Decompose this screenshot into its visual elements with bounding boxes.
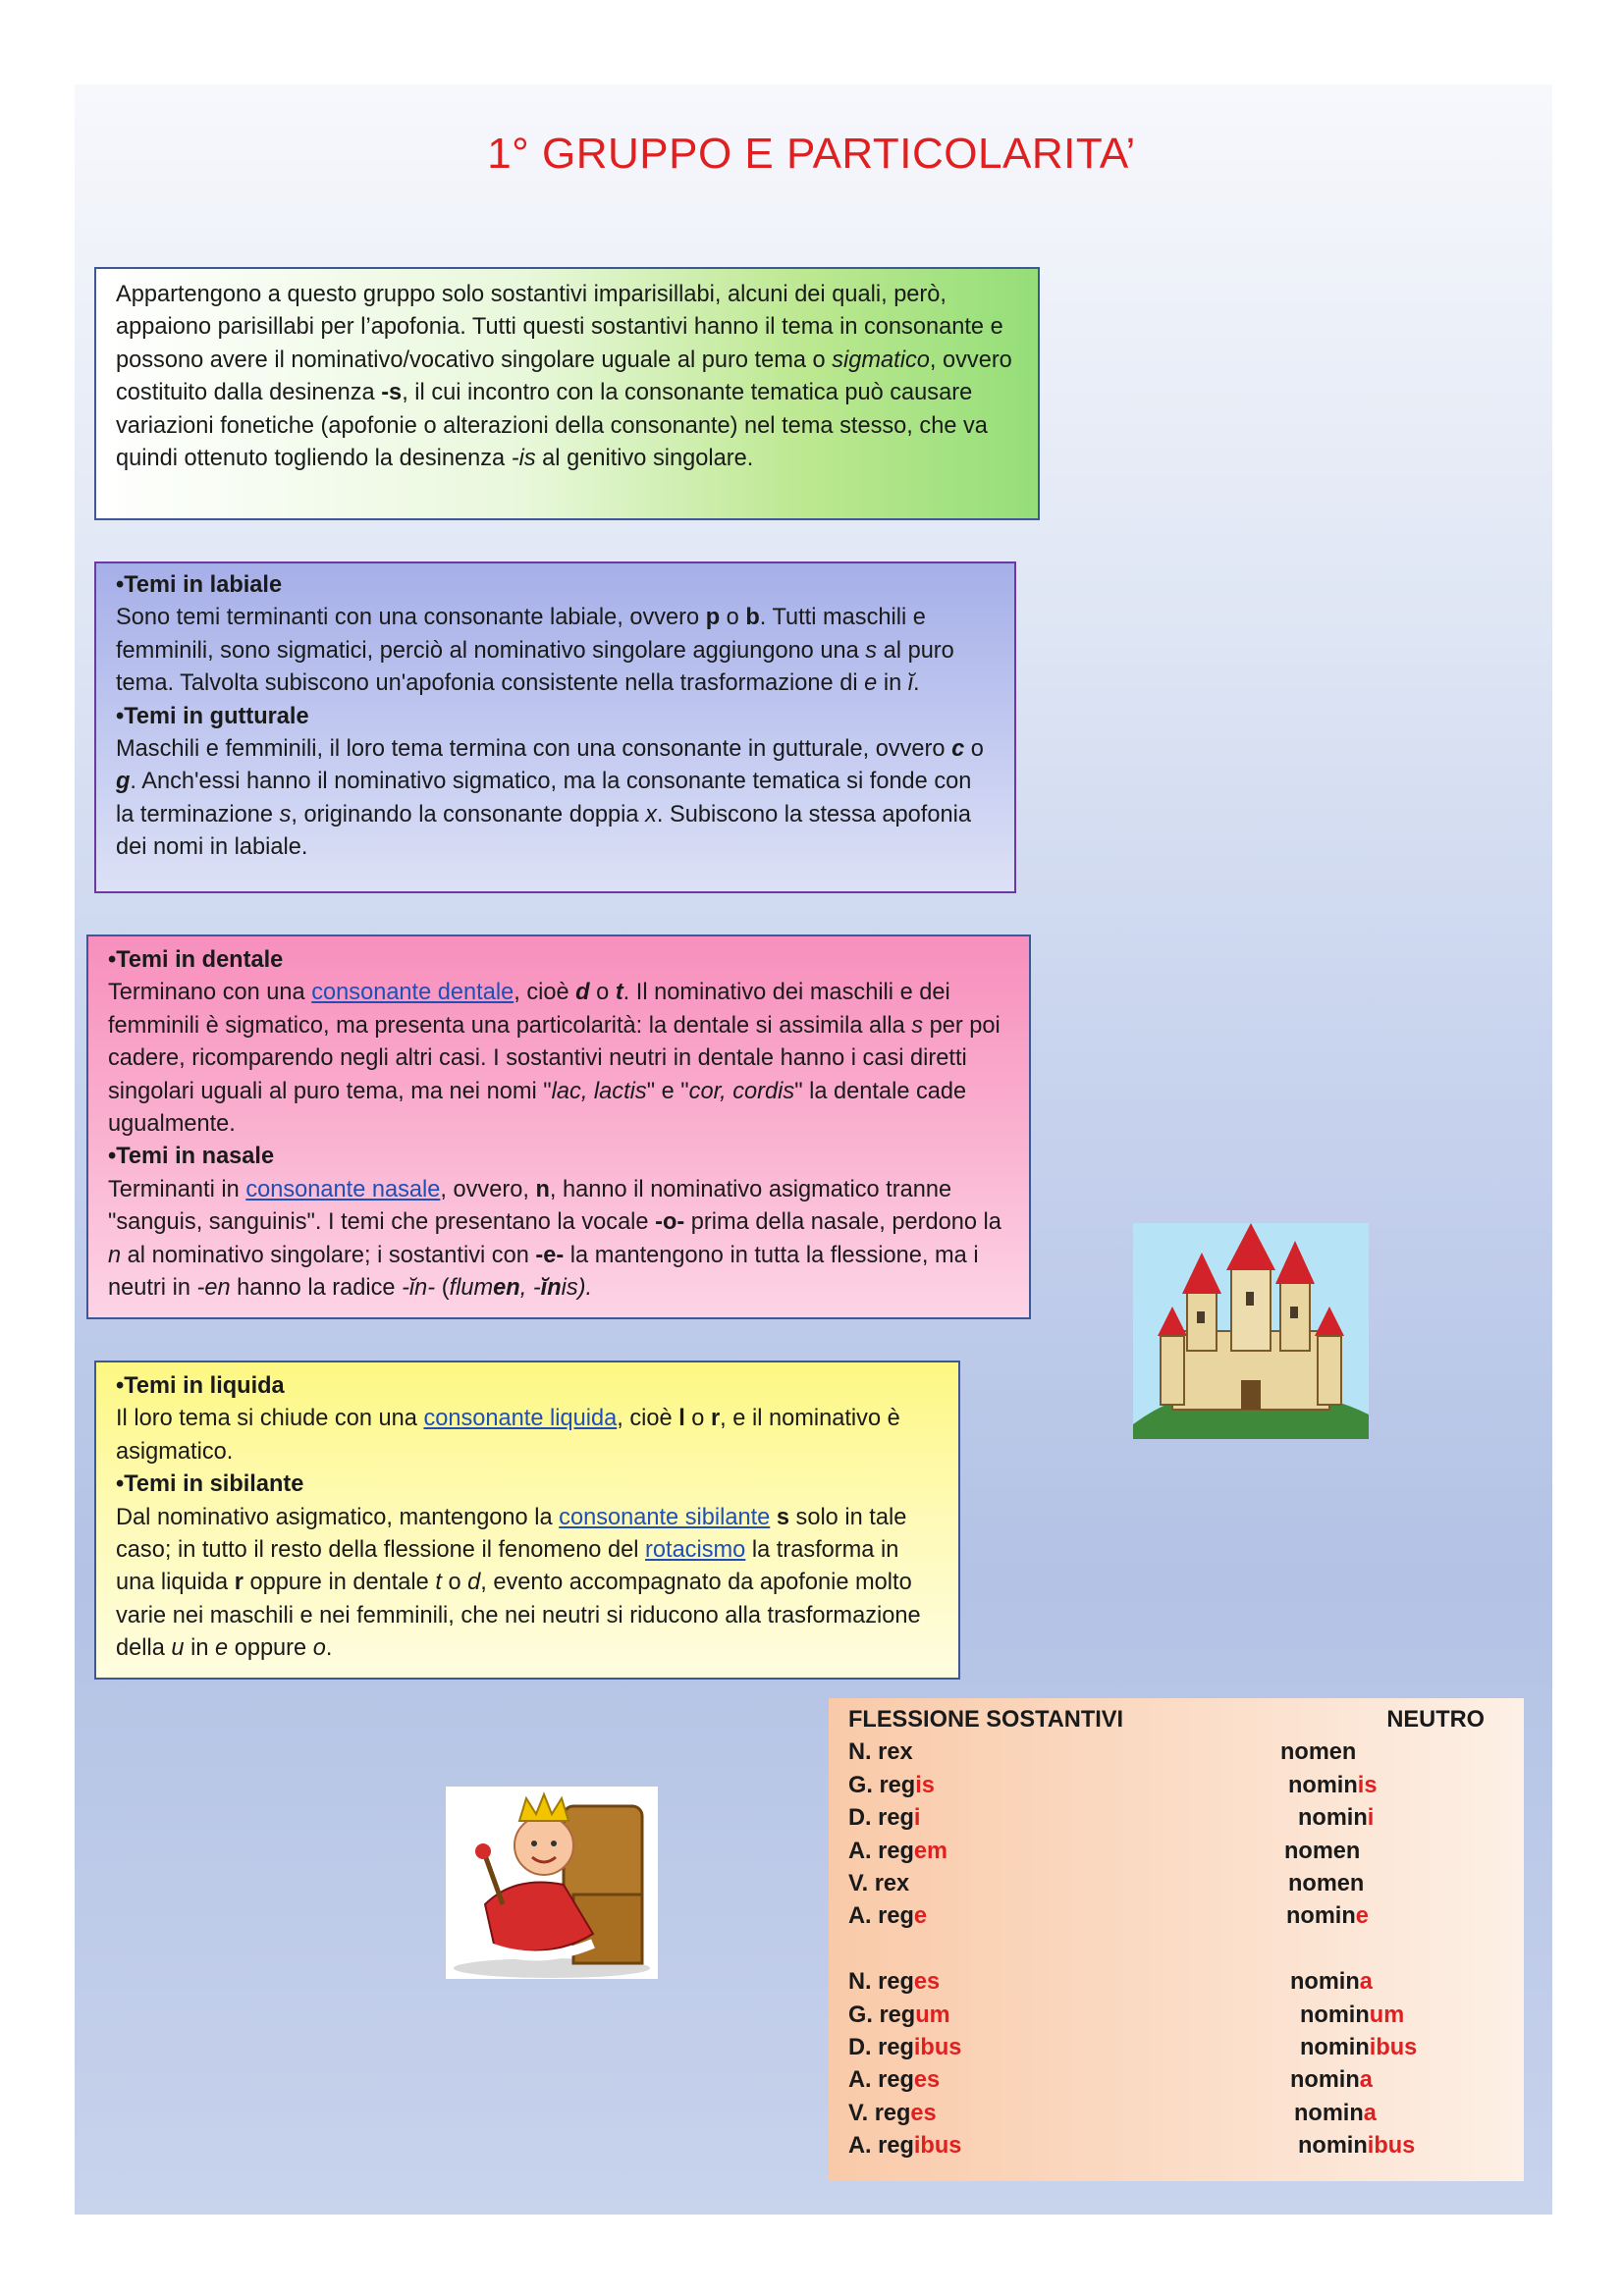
flessione-row [848, 1802, 1504, 1835]
flessione-header [848, 1704, 1504, 1736]
declension-masculine: V. reges [848, 2100, 937, 2126]
declension-neuter: nominum [1300, 2002, 1405, 2028]
declension-neuter: nomina [1290, 2067, 1373, 2094]
flessione-row [848, 1966, 1504, 1999]
sibilante-heading: •Temi in sibilante [116, 1471, 304, 1498]
dentale-heading: •Temi in dentale [108, 947, 284, 973]
declension-neuter: nomina [1294, 2100, 1377, 2126]
declension-masculine: G. regum [848, 2002, 950, 2028]
declension-masculine: A. regibus [848, 2133, 962, 2160]
flessione-row [848, 1900, 1504, 1933]
declension-neuter: nomen [1280, 1739, 1357, 1766]
declension-neuter: nominis [1288, 1772, 1378, 1798]
consonante-liquida-link[interactable]: consonante liquida [423, 1406, 618, 1432]
flessione-row [848, 2032, 1504, 2064]
declension-masculine: D. regi [848, 1805, 921, 1832]
declension-masculine: N. rex [848, 1739, 913, 1766]
declension-masculine: V. rex [848, 1870, 910, 1896]
declension-masculine: A. reges [848, 2067, 941, 2094]
consonante-nasale-link[interactable]: consonante nasale [245, 1176, 441, 1202]
labiale-text: Sono temi terminanti con una consonante labiale, ovvero p o b. Tutti maschili e femminili, sono sigmatici, perciò al nominativo singolare aggiungono una s al puro tema. Talvolta subiscono un'apofonia consistente nella trasformazione di e in ĭ. [116, 605, 954, 697]
gutturale-heading: •Temi in gutturale [116, 703, 309, 729]
liquida-heading: •Temi in liquida [116, 1373, 285, 1399]
declension-masculine: A. rege [848, 1903, 927, 1930]
castle-illustration [1133, 1223, 1369, 1439]
declension-neuter: nomine [1286, 1903, 1369, 1930]
consonante-dentale-link[interactable]: consonante dentale [311, 980, 514, 1006]
intro-text: Appartengono a questo gruppo solo sostantivi imparisillabi, alcuni dei quali, però, appaiono parisillabi per l’apofonia. Tutti questi sostantivi hanno il tema in consonante e possono avere il nominativo/vocativo singolare uguale al puro tema o sigmatico, ovvero costituito dalla desinenza -s, il cui incontro con la consonante tematica può causare variazioni fonetiche (apofonie o alterazioni della consonante) nel tema stesso, che va quindi ottenuto togliendo la desinenza -is al genitivo singolare. [116, 282, 1012, 472]
flessione-row [848, 2098, 1504, 2130]
dentale-nasale-box [86, 934, 1031, 1319]
flessione-row [848, 1836, 1504, 1868]
flessione-singular-rows [848, 1736, 1504, 1933]
flessione-table [829, 1698, 1524, 2181]
declension-neuter: nominibus [1300, 2034, 1418, 2060]
declension-neuter: nominibus [1298, 2133, 1416, 2160]
flessione-row [848, 1868, 1504, 1900]
flessione-row [848, 2000, 1504, 2032]
declension-neuter: nomen [1284, 1838, 1361, 1864]
declension-neuter: nomina [1290, 1969, 1373, 1996]
flessione-header-left: FLESSIONE SOSTANTIVI [848, 1707, 1124, 1733]
flessione-row [848, 2130, 1504, 2163]
nasale-heading: •Temi in nasale [108, 1144, 275, 1170]
declension-masculine: N. reges [848, 1969, 941, 1996]
labiale-gutturale-box [94, 561, 1016, 893]
liquida-text: Il loro tema si chiude con una consonante liquida, cioè l o r, e il nominativo è asigmatico. [116, 1406, 900, 1465]
gutturale-text: Maschili e femminili, il loro tema termina con una consonante in gutturale, ovvero c o g. Anch'essi hanno il nominativo sigmatico, ma la consonante tematica si fonde con la terminazione s, originando la consonante doppia x. Subiscono la stessa apofonia dei nomi in labiale. [116, 736, 984, 861]
rotacismo-link[interactable]: rotacismo [645, 1537, 746, 1564]
page-title: 1° GRUPPO E PARTICOLARITA’ [487, 130, 1136, 178]
sibilante-text: Dal nominativo asigmatico, mantengono la consonante sibilante s solo in tale caso; in tutto il resto della flessione il fenomeno del rotacismo la trasforma in una liquida r oppure in dentale t o d, evento accompagnato da apofonie molto varie nei maschili e nei femminili, che nei neutri si riducono alla trasformazione della u in e oppure o. [116, 1504, 921, 1662]
dentale-text: Terminano con una consonante dentale, cioè d o t. Il nominativo dei maschili e dei femminili è sigmatico, ma presenta una particolarità: la dentale si assimila alla s per poi cadere, ricomparendo negli altri casi. I sostantivi neutri in dentale hanno i casi diretti singolari uguali al puro tema, ma nei nomi "lac, lactis" e "cor, cordis" la dentale cade ugualmente. [108, 980, 1001, 1138]
intro-box [94, 267, 1040, 520]
flessione-row [848, 2064, 1504, 2097]
declension-masculine: D. regibus [848, 2034, 962, 2060]
consonante-sibilante-link[interactable]: consonante sibilante [559, 1504, 771, 1530]
flessione-header-right: NEUTRO [1386, 1707, 1485, 1733]
declension-neuter: nomen [1288, 1870, 1365, 1896]
labiale-heading: •Temi in labiale [116, 572, 283, 598]
flessione-plural-rows [848, 1966, 1504, 2163]
king-illustration [446, 1787, 658, 1979]
liquida-sibilante-box [94, 1361, 960, 1680]
flessione-row [848, 1770, 1504, 1802]
nasale-text: Terminanti in consonante nasale, ovvero, n, hanno il nominativo asigmatico tranne "sanguis, sanguinis". I temi che presentano la vocale -o- prima della nasale, perdono la n al nominativo singolare; i sostantivi con -e- la mantengono in tutta la flessione, ma i neutri in -en hanno la radice -ĭn- (flumen, -ĭnis). [108, 1176, 1001, 1302]
declension-masculine: A. regem [848, 1838, 947, 1864]
flessione-row [848, 1736, 1504, 1769]
declension-masculine: G. regis [848, 1772, 935, 1798]
declension-neuter: nomini [1298, 1805, 1375, 1832]
